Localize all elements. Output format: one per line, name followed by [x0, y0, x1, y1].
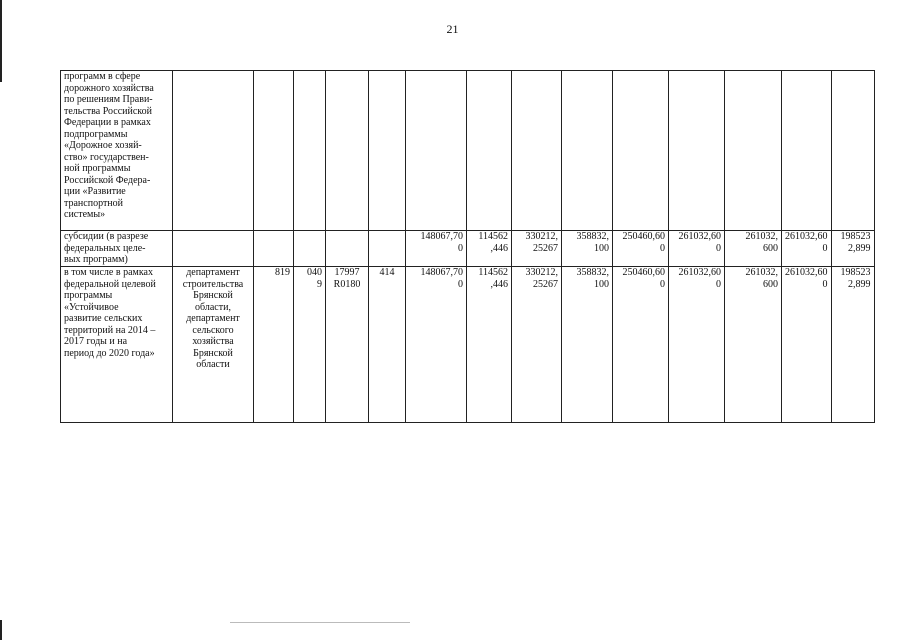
row-value: 261032, 600: [725, 231, 782, 267]
row-code-section: 040 9: [294, 267, 326, 423]
row-code-type: [369, 71, 406, 231]
row-value: 148067,70 0: [406, 267, 467, 423]
row-value: [669, 71, 725, 231]
row-code-ministry: [254, 71, 294, 231]
row-code-ministry: 819: [254, 267, 294, 423]
row-description: субсидии (в разрезе федеральных целе- вых программ): [61, 231, 173, 267]
row-description: в том числе в рамках федеральной целевой программы «Устойчивое развитие сельских территорий на 2014 – 2017 годы и на период до 2020 года»: [61, 267, 173, 423]
row-executor: [173, 231, 254, 267]
margin-mark: [0, 620, 2, 640]
row-value: [512, 71, 562, 231]
table-row: [61, 231, 875, 267]
row-value: 250460,60 0: [613, 231, 669, 267]
row-value: 148067,70 0: [406, 231, 467, 267]
row-code-type: [369, 231, 406, 267]
row-executor: [173, 71, 254, 231]
row-code-ministry: [254, 231, 294, 267]
row-value: 198523 2,899: [831, 267, 874, 423]
row-description: программ в сфере дорожного хозяйства по решениям Прави- тельства Российской Федерации в рамках подпрограммы «Дорожное хозяй- ство» государствен- ной программы Российской Федера- ции «Развитие транспортной системы»: [61, 71, 173, 231]
row-value: 198523 2,899: [831, 231, 874, 267]
row-value: [467, 71, 512, 231]
row-value: 261032,60 0: [782, 231, 832, 267]
row-value: 358832, 100: [562, 231, 613, 267]
row-value: 330212, 25267: [512, 231, 562, 267]
row-value: 261032,60 0: [669, 267, 725, 423]
row-value: 261032,60 0: [782, 267, 832, 423]
page-number: 21: [446, 22, 459, 36]
row-code-section: [294, 71, 326, 231]
row-value: [562, 71, 613, 231]
budget-table: [60, 70, 875, 423]
row-code-section: [294, 231, 326, 267]
table-row: [61, 71, 875, 231]
row-executor: департамент строительства Брянской области, департамент сельского хозяйства Брянской области: [173, 267, 254, 423]
row-value: [725, 71, 782, 231]
row-code-target: 17997 R0180: [326, 267, 369, 423]
margin-mark: [0, 0, 2, 82]
row-value: 250460,60 0: [613, 267, 669, 423]
row-value: [831, 71, 874, 231]
row-value: 261032, 600: [725, 267, 782, 423]
table-row: [61, 267, 875, 423]
row-value: [613, 71, 669, 231]
row-value: 114562 ,446: [467, 231, 512, 267]
row-value: 114562 ,446: [467, 267, 512, 423]
row-code-type: 414: [369, 267, 406, 423]
row-code-target: [326, 71, 369, 231]
row-value: [782, 71, 832, 231]
row-value: [406, 71, 467, 231]
row-code-target: [326, 231, 369, 267]
scan-noise: [230, 622, 410, 623]
row-value: 261032,60 0: [669, 231, 725, 267]
row-value: 330212, 25267: [512, 267, 562, 423]
row-value: 358832, 100: [562, 267, 613, 423]
